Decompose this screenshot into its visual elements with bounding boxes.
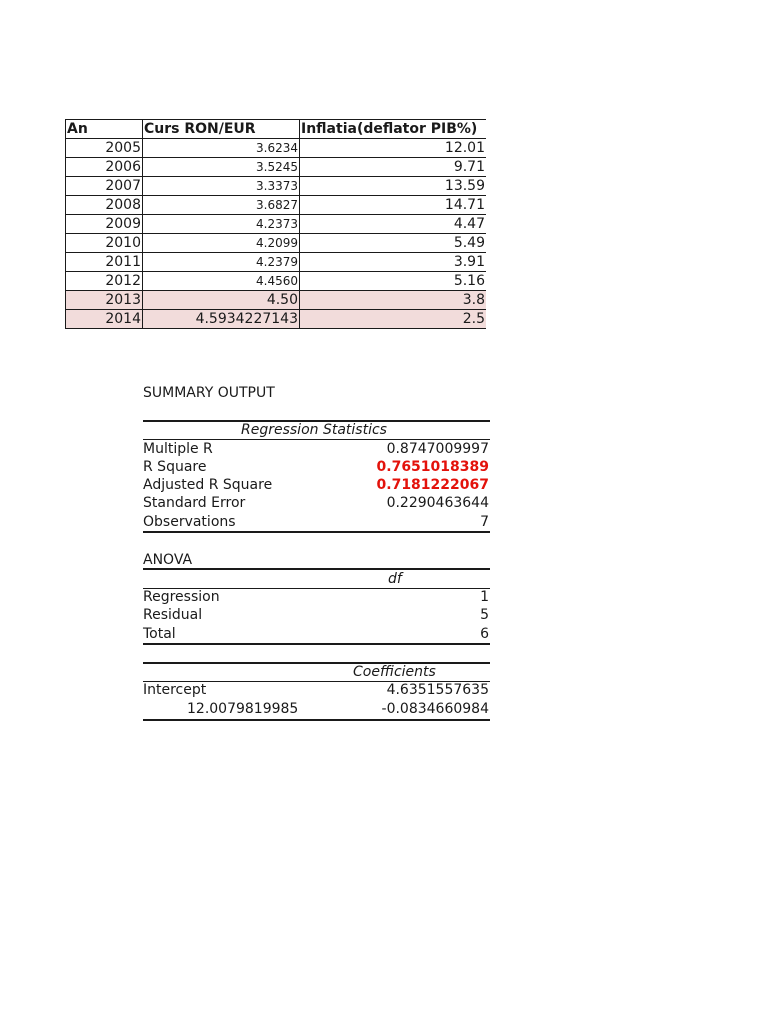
divider	[143, 643, 490, 645]
cell-curs: 3.5245	[143, 158, 300, 177]
cell-curs: 4.2099	[143, 234, 300, 253]
cell-inflatia: 2.5	[300, 310, 487, 329]
table-row	[66, 158, 487, 177]
data-table	[65, 119, 486, 329]
divider	[143, 439, 490, 440]
table-row	[66, 253, 487, 272]
cell-curs: 4.4560	[143, 272, 300, 291]
cell-inflatia: 4.47	[300, 215, 487, 234]
summary-title: SUMMARY OUTPUT	[143, 385, 275, 401]
divider	[143, 719, 490, 721]
anova-df-header: df	[388, 571, 402, 587]
stat-label: Observations	[143, 514, 236, 530]
divider	[143, 531, 490, 533]
cell-curs: 4.2373	[143, 215, 300, 234]
cell-an: 2009	[66, 215, 143, 234]
stat-label: Adjusted R Square	[143, 477, 273, 493]
regression-statistics-header: Regression Statistics	[241, 422, 387, 438]
anova-value: 5	[480, 607, 489, 623]
cell-an: 2013	[66, 291, 143, 310]
stat-label: Standard Error	[143, 495, 246, 511]
cell-inflatia: 5.16	[300, 272, 487, 291]
cell-an: 2006	[66, 158, 143, 177]
stat-value-highlighted: 0.7651018389	[376, 459, 489, 475]
coefficients-header: Coefficients	[353, 664, 436, 680]
table-row	[66, 215, 487, 234]
table-row	[66, 272, 487, 291]
cell-inflatia: 14.71	[300, 196, 487, 215]
table-row-highlighted	[66, 310, 487, 329]
cell-inflatia: 9.71	[300, 158, 487, 177]
table-header-row	[66, 120, 487, 139]
cell-an: 2005	[66, 139, 143, 158]
anova-label: Total	[143, 626, 176, 642]
stat-value-highlighted: 0.7181222067	[376, 477, 489, 493]
cell-an: 2007	[66, 177, 143, 196]
coef-value: -0.0834660984	[381, 701, 489, 717]
anova-label: Residual	[143, 607, 203, 623]
anova-title: ANOVA	[143, 552, 193, 568]
divider	[143, 662, 490, 664]
cell-inflatia: 3.8	[300, 291, 487, 310]
stat-value: 0.2290463644	[386, 495, 489, 511]
stat-label: Multiple R	[143, 441, 213, 457]
stat-label: R Square	[143, 459, 207, 475]
table-row	[66, 196, 487, 215]
coef-label: 12.0079819985	[187, 701, 299, 717]
coef-label: Intercept	[143, 682, 207, 698]
table-row	[66, 234, 487, 253]
table-row-highlighted	[66, 291, 487, 310]
cell-an: 2011	[66, 253, 143, 272]
cell-curs: 4.50	[143, 291, 300, 310]
coef-value: 4.6351557635	[386, 682, 489, 698]
cell-an: 2010	[66, 234, 143, 253]
cell-an: 2012	[66, 272, 143, 291]
cell-curs: 3.6827	[143, 196, 300, 215]
header-an: An	[66, 120, 143, 139]
cell-an: 2008	[66, 196, 143, 215]
table-row	[66, 177, 487, 196]
anova-value: 1	[480, 589, 489, 605]
table-row	[66, 139, 487, 158]
cell-inflatia: 13.59	[300, 177, 487, 196]
cell-curs: 4.5934227143	[143, 310, 300, 329]
stat-value: 0.8747009997	[386, 441, 489, 457]
header-curs: Curs RON/EUR	[143, 120, 300, 139]
anova-label: Regression	[143, 589, 220, 605]
anova-value: 6	[480, 626, 489, 642]
divider	[143, 568, 490, 570]
cell-inflatia: 12.01	[300, 139, 487, 158]
cell-inflatia: 5.49	[300, 234, 487, 253]
cell-curs: 3.3373	[143, 177, 300, 196]
cell-curs: 4.2379	[143, 253, 300, 272]
header-inflatia: Inflatia(deflator PIB%)	[300, 120, 487, 139]
stat-value: 7	[480, 514, 489, 530]
cell-an: 2014	[66, 310, 143, 329]
cell-curs: 3.6234	[143, 139, 300, 158]
cell-inflatia: 3.91	[300, 253, 487, 272]
